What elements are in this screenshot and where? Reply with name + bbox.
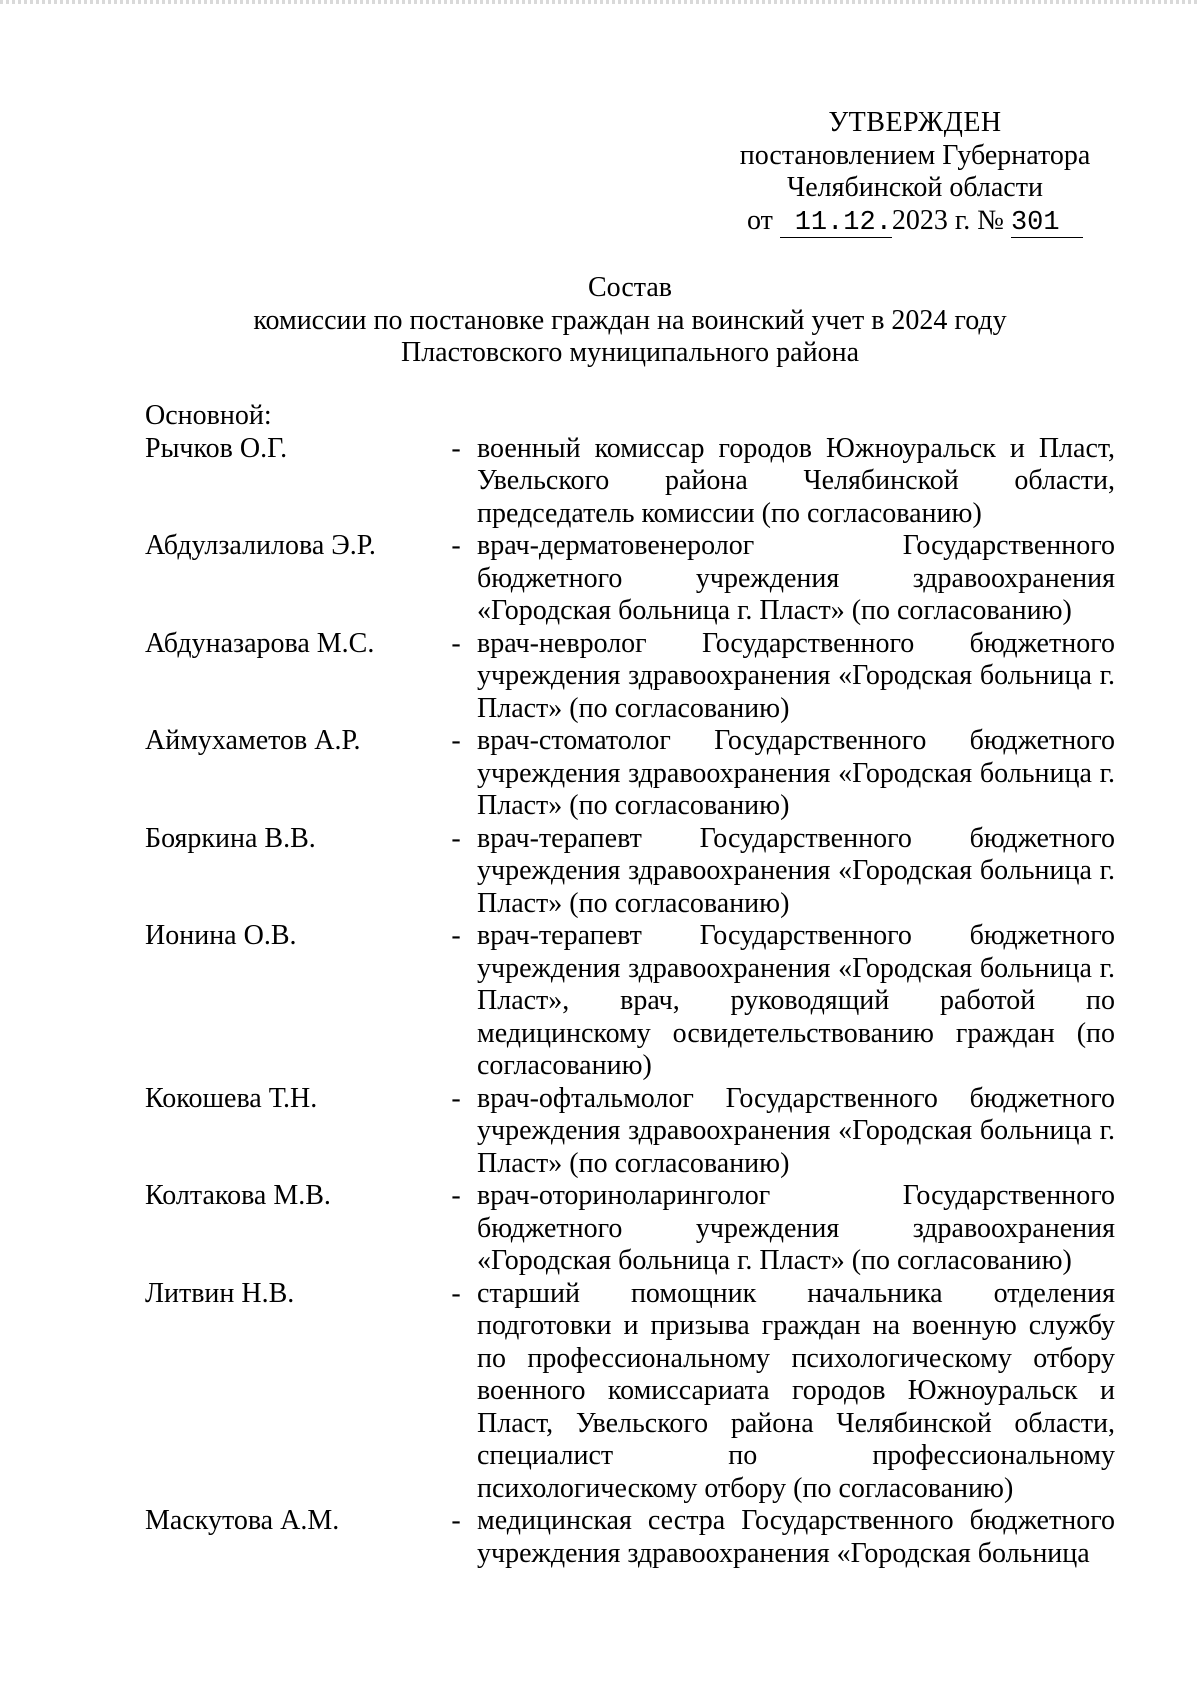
- member-description: врач-невролог Государственного бюджетного учреждения здравоохранения «Городская больница г. Пласт» (по согласованию): [477, 627, 1115, 724]
- date-value: 11.12.: [794, 207, 892, 238]
- member-description: врач-офтальмолог Государственного бюджетного учреждения здравоохранения «Городская больница г. Пласт» (по согласованию): [477, 1082, 1115, 1179]
- member-name: Абдулзалилова Э.Р.: [145, 530, 376, 561]
- member-description: врач-терапевт Государственного бюджетного учреждения здравоохранения «Городская больница г. Пласт», врач, руководящий работой по медицинскому освидетельствованию граждан (по согласованию): [477, 920, 1115, 1081]
- member-row: [145, 823, 1115, 921]
- member-description: военный комиссар городов Южноуральск и Пласт, Увельского района Челябинской области, председатель комиссии (по согласованию): [477, 432, 1115, 529]
- approval-line-1: постановлением Губернатора: [739, 139, 1091, 171]
- member-dash: -: [451, 1082, 461, 1114]
- member-name: Аймухаметов А.Р.: [145, 725, 361, 756]
- approval-line-2: Челябинской области: [787, 172, 1043, 203]
- scan-edge: [0, 0, 1200, 4]
- members-list: [145, 400, 1115, 1570]
- number-field: [1011, 207, 1083, 238]
- member-name: Кокошева Т.Н.: [145, 1082, 318, 1114]
- member-name: Бояркина В.В.: [145, 822, 316, 854]
- approval-date-line: [720, 205, 1110, 238]
- member-row: [145, 433, 1115, 531]
- document-number: 301: [1010, 207, 1060, 238]
- approval-stamp: [720, 107, 1110, 238]
- member-row: [145, 1083, 1115, 1181]
- member-description: врач-оториноларинголог Государственного бюджетного учреждения здравоохранения «Городская больница г. Пласт» (по согласованию): [477, 1180, 1115, 1276]
- member-dash: -: [451, 627, 461, 659]
- member-dash: -: [451, 725, 461, 756]
- member-dash: -: [451, 1505, 461, 1536]
- member-row: [145, 1505, 1115, 1570]
- group-label: Основной:: [145, 400, 272, 431]
- member-description: старший помощник начальника отделения подготовки и призыва граждан на военную службу по профессиональному психологическому отбору военного комиссариата городов Южноуральск и Пласт, Увельского района Челябинской области, специалист по профессиональному психологическому отбору (по согласованию): [477, 1277, 1115, 1504]
- member-dash: -: [451, 432, 461, 464]
- heading-title: Состав: [587, 272, 673, 303]
- member-name: Ионина О.В.: [145, 920, 297, 951]
- member-row: [145, 1180, 1115, 1278]
- member-row: [145, 920, 1115, 1083]
- date-field: [780, 207, 892, 238]
- member-description: врач-стоматолог Государственного бюджетного учреждения здравоохранения «Городская больница г. Пласт» (по согласованию): [477, 725, 1115, 821]
- member-name: Литвин Н.В.: [145, 1277, 295, 1309]
- member-dash: -: [451, 530, 461, 561]
- member-dash: -: [451, 1277, 461, 1309]
- member-name: Маскутова А.М.: [145, 1505, 340, 1536]
- member-row: [145, 1278, 1115, 1506]
- approval-title: УТВЕРЖДЕН: [828, 107, 1002, 138]
- member-name: Колтакова М.В.: [145, 1180, 331, 1211]
- member-description: медицинская сестра Государственного бюджетного учреждения здравоохранения «Городская больница: [477, 1505, 1115, 1569]
- member-row: [145, 628, 1115, 726]
- member-dash: -: [451, 920, 461, 951]
- heading-line-2: Пластовского муниципального района: [400, 337, 860, 368]
- member-row: [145, 725, 1115, 823]
- member-dash: -: [451, 1180, 461, 1211]
- member-name: Рычков О.Г.: [145, 432, 288, 464]
- date-prefix: от: [747, 204, 773, 236]
- member-dash: -: [451, 822, 461, 854]
- year-number-label: 2023 г. №: [891, 204, 1004, 236]
- member-row: [145, 530, 1115, 628]
- member-description: врач-терапевт Государственного бюджетного учреждения здравоохранения «Городская больница г. Пласт» (по согласованию): [477, 822, 1115, 919]
- document-heading: [180, 272, 1080, 370]
- member-name: Абдуназарова М.С.: [145, 627, 375, 659]
- heading-line-1: комиссии по постановке граждан на воинский учет в 2024 году: [253, 304, 1007, 336]
- member-description: врач-дерматовенеролог Государственного бюджетного учреждения здравоохранения «Городская больница г. Пласт» (по согласованию): [477, 530, 1115, 626]
